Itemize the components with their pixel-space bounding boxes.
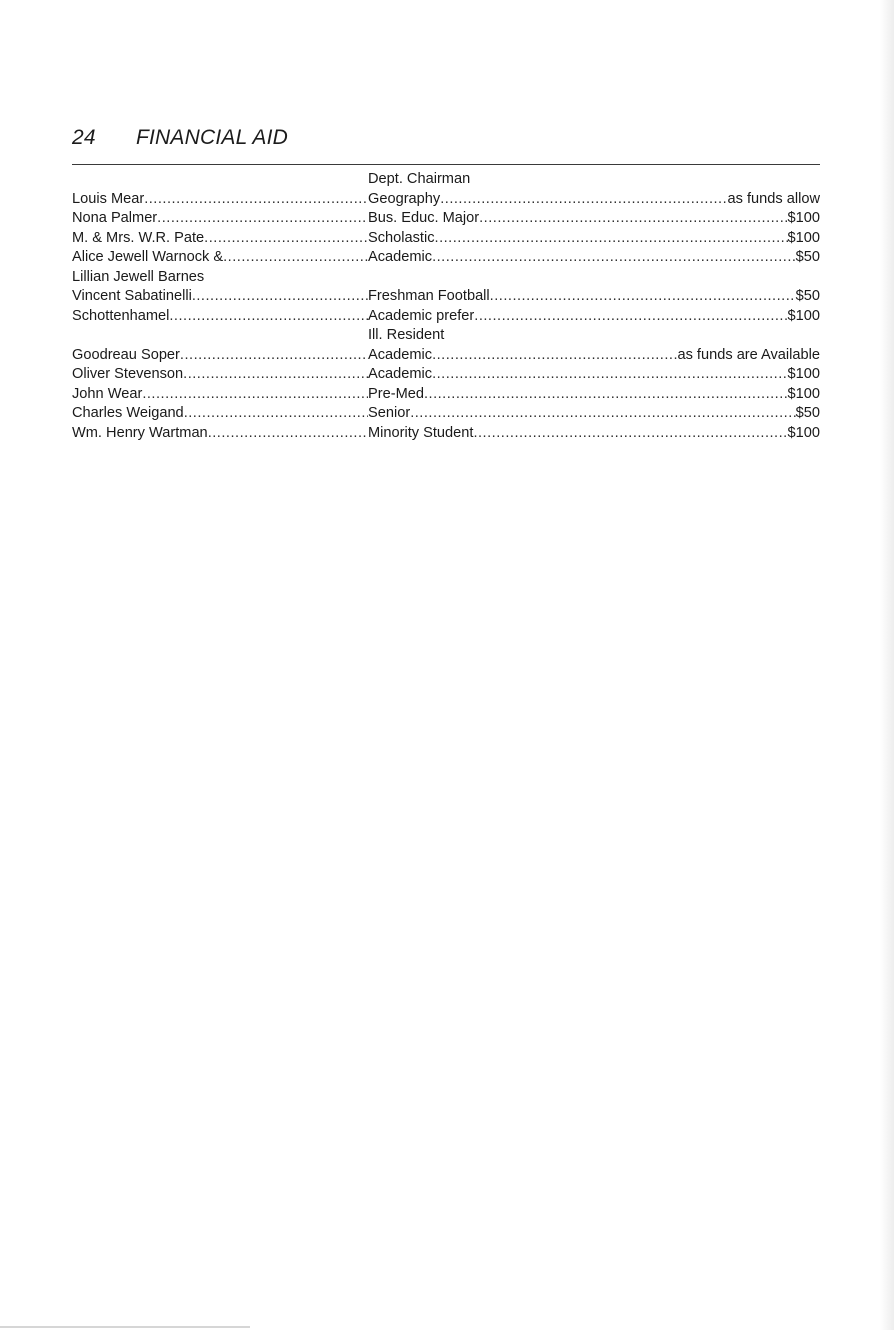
dot-leader <box>432 346 677 366</box>
recipient-cell <box>72 170 368 190</box>
recipient-cell <box>72 424 368 444</box>
award-cell <box>368 365 820 385</box>
dot-leader <box>223 248 368 268</box>
table-row <box>72 365 820 385</box>
dot-leader <box>142 385 368 405</box>
recipient-cell <box>72 190 368 210</box>
recipient-cell <box>72 209 368 229</box>
award-cell <box>368 209 820 229</box>
award-category: Minority Student <box>368 424 474 441</box>
award-category: Freshman Football <box>368 288 490 304</box>
dot-leader <box>432 248 796 268</box>
dot-leader <box>157 209 368 229</box>
recipient-name: Nona Palmer <box>72 210 158 226</box>
award-amount: as funds are Available <box>677 346 820 363</box>
award-amount: $100 <box>787 385 820 402</box>
award-cell <box>368 268 820 288</box>
recipient-name: Alice Jewell Warnock & <box>72 249 224 265</box>
award-cell <box>368 307 820 327</box>
dot-leader <box>424 385 788 405</box>
dot-leader <box>180 346 368 366</box>
recipient-cell <box>72 365 368 385</box>
award-cell <box>368 385 820 405</box>
recipient-name: Goodreau Soper <box>72 346 180 363</box>
recipient-name: M. & Mrs. W.R. Pate <box>72 229 205 246</box>
award-category: Senior <box>368 405 411 421</box>
recipient-name: Charles Weigand <box>72 405 184 421</box>
award-category: Bus. Educ. Major <box>368 210 480 226</box>
table-row <box>72 268 820 288</box>
dot-leader <box>432 365 787 385</box>
award-category: Scholastic <box>368 229 435 246</box>
dot-leader <box>169 307 368 327</box>
dot-leader <box>192 287 368 307</box>
award-amount: as funds allow <box>727 190 820 207</box>
recipient-cell <box>72 326 368 346</box>
award-cell <box>368 229 820 249</box>
table-row <box>72 229 820 249</box>
table-row <box>72 385 820 405</box>
recipient-cell <box>72 346 368 366</box>
table-row <box>72 404 820 424</box>
table-row <box>72 209 820 229</box>
award-category: Academic prefer <box>368 307 475 324</box>
recipient-name: John Wear <box>72 385 143 402</box>
dot-leader <box>435 229 788 249</box>
recipient-cell <box>72 268 368 288</box>
recipient-cell <box>72 404 368 424</box>
recipient-name: Lillian Jewell Barnes <box>72 268 205 285</box>
award-cell <box>368 287 820 307</box>
award-cell <box>368 190 820 210</box>
dot-leader <box>440 190 727 210</box>
table-row <box>72 326 820 346</box>
dot-leader <box>410 404 795 424</box>
recipient-cell <box>72 385 368 405</box>
table-row <box>72 190 820 210</box>
award-cell <box>368 170 820 190</box>
recipient-name: Vincent Sabatinelli <box>72 288 192 304</box>
award-cell <box>368 404 820 424</box>
dot-leader <box>490 287 796 307</box>
recipient-name: Schottenhamel <box>72 307 170 324</box>
award-amount: $100 <box>787 210 820 226</box>
award-cell <box>368 346 820 366</box>
recipient-name: Louis Mear <box>72 190 145 207</box>
recipient-cell <box>72 229 368 249</box>
award-amount: $50 <box>795 288 820 304</box>
table-row <box>72 424 820 444</box>
award-category: Academic <box>368 366 433 382</box>
dot-leader <box>473 424 787 444</box>
page-number: 24 <box>72 126 96 149</box>
dot-leader <box>474 307 787 327</box>
header-rule <box>72 164 820 165</box>
award-category: Academic <box>368 249 433 265</box>
recipient-cell <box>72 287 368 307</box>
award-category: Ill. Resident <box>368 327 445 343</box>
scan-bottom-mark <box>0 1326 250 1328</box>
award-amount: $100 <box>787 366 820 382</box>
award-category: Geography <box>368 190 441 207</box>
dot-leader <box>208 424 368 444</box>
award-amount: $100 <box>787 229 820 246</box>
page-header <box>72 126 288 150</box>
table-row <box>72 346 820 366</box>
table-row <box>72 307 820 327</box>
financial-aid-table <box>72 170 820 443</box>
dot-leader <box>184 404 368 424</box>
recipient-cell <box>72 248 368 268</box>
award-amount: $50 <box>795 405 820 421</box>
award-category: Academic <box>368 346 433 363</box>
award-amount: $50 <box>795 249 820 265</box>
dot-leader <box>479 209 787 229</box>
table-row <box>72 170 820 190</box>
dot-leader <box>183 365 368 385</box>
award-cell <box>368 248 820 268</box>
table-row <box>72 248 820 268</box>
scan-edge-shadow <box>880 0 894 1330</box>
award-amount: $100 <box>787 424 820 441</box>
award-category: Pre-Med <box>368 385 424 402</box>
dot-leader <box>204 229 368 249</box>
recipient-name: Wm. Henry Wartman <box>72 424 208 441</box>
recipient-name: Oliver Stevenson <box>72 366 184 382</box>
section-title: FINANCIAL AID <box>136 126 288 149</box>
recipient-cell <box>72 307 368 327</box>
table-row <box>72 287 820 307</box>
award-category: Dept. Chairman <box>368 171 471 187</box>
award-amount: $100 <box>787 307 820 324</box>
award-cell <box>368 326 820 346</box>
award-cell <box>368 424 820 444</box>
dot-leader <box>144 190 368 210</box>
